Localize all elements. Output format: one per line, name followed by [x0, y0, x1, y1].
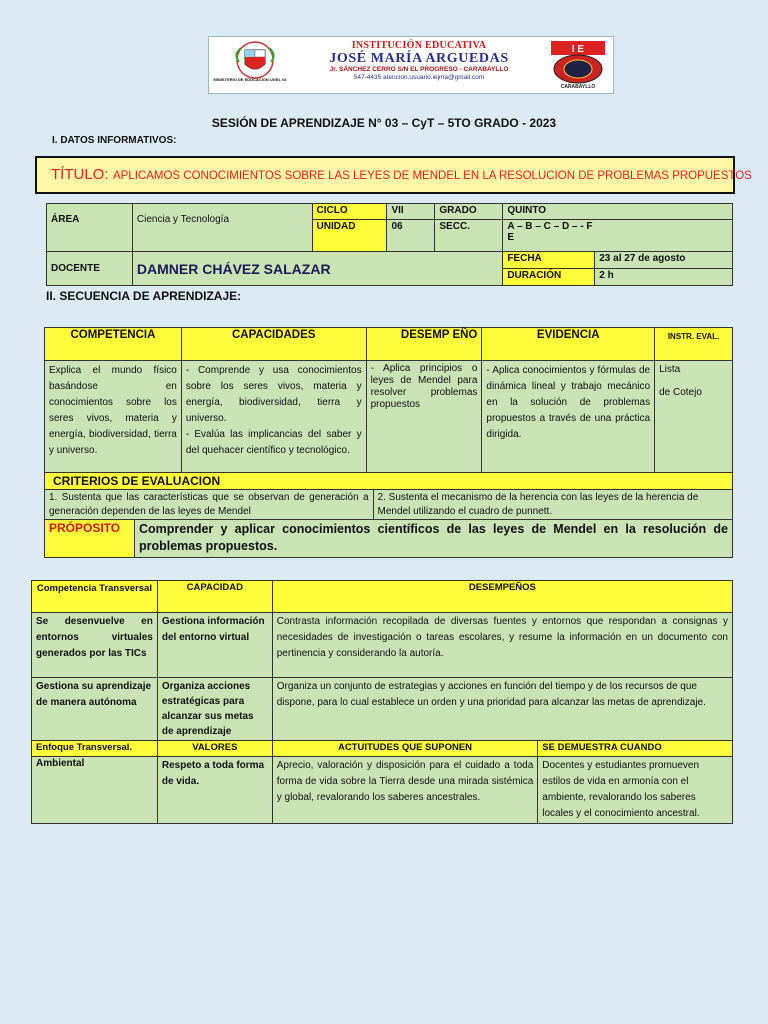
transversal-des-1: Contrasta información recopilada de diversas fuentes y entornos que respondan a consignas y necesidades de investigación o tareas escolares, y resume la información en un documento con pertinencia y considerando la autoría.: [272, 613, 732, 678]
header-capacidad: CAPACIDAD: [157, 581, 272, 613]
docente-value: DAMNER CHÁVEZ SALAZAR: [132, 252, 502, 286]
institution-type: INSTITUCIÓN EDUCATIVA: [351, 40, 487, 51]
secc-value-line1: A – B – C – D – - F: [507, 221, 593, 232]
criterio-1: 1. Sustenta que las características que se observan de generación a generación dependen de las leyes de Mendel: [45, 490, 374, 521]
ciclo-label: CICLO: [312, 204, 387, 220]
actitudes-value: Aprecio, valoración y disposición para el cuidado a toda forma de vida sobre la Tierra desde una mirada sistémica y global, revalorando los saberes ancestrales.: [272, 757, 538, 824]
secc-value: [503, 220, 733, 252]
proposito-label: PRÓPOSITO: [45, 520, 135, 558]
valores-value: Respeto a toda forma de vida.: [157, 757, 272, 824]
titulo-label: TÍTULO:: [51, 166, 109, 183]
area-label: ÁREA: [47, 204, 133, 252]
crest-initials: I E: [571, 44, 585, 55]
transversal-table: [31, 580, 733, 824]
competencia-text: Explica el mundo físico basándose en conocimientos sobre los seres vivos, materia y energía, biodiversidad, tierra y universo.: [45, 361, 182, 473]
criterios-label: CRITERIOS DE EVALUACION: [45, 473, 733, 490]
header-capacidades: CAPACIDADES: [181, 328, 366, 361]
secc-label: SECC.: [435, 220, 503, 252]
transversal-cap-1: Gestiona información del entorno virtual: [157, 613, 272, 678]
secuencia-table: [44, 327, 733, 473]
transversal-cap-2: Organiza acciones estratégicas para alcanzar sus metas de aprendizaje: [157, 678, 272, 741]
grado-label: GRADO: [435, 204, 503, 220]
demuestra-value: Docentes y estudiantes promueven estilos de vida en armonía con el ambiente, revalorando los saberes locales y el conocimiento ancestral.: [538, 757, 733, 824]
titulo-box: [35, 156, 752, 194]
session-title: SESIÓN DE APRENDIZAJE N° 03 – CyT – 5TO GRADO - 2023: [211, 116, 557, 130]
desempeno-text: - Aplica principios o leyes de Mendel para resolver problemas propuestos: [366, 361, 482, 473]
header-demuestra: SE DEMUESTRA CUANDO: [538, 741, 733, 757]
institution-name: JOSÉ MARÍA ARGUEDAS: [329, 51, 509, 66]
proposito-table: [44, 519, 733, 558]
fecha-value: 23 al 27 de agosto: [595, 252, 733, 269]
transversal-des-2: Organiza un conjunto de estrategias y acciones en función del tiempo y de los recursos de que dispone, para lo cual establece un orden y una prioridad para alcanzar las metas de aprendizaje.: [272, 678, 732, 741]
header-valores: VALORES: [157, 741, 272, 757]
peru-shield-logo: [215, 40, 295, 90]
header-actitudes: ACTUITUDES QUE SUPONEN: [272, 741, 538, 757]
criterios-table: [44, 472, 733, 521]
capacidad-1: - Comprende y usa conocimientos sobre los seres vivos, materia y energía, biodiversidad, tierra y universo.: [185, 365, 362, 424]
secc-value-line2: E: [507, 232, 514, 243]
duracion-label: DURACIÓN: [503, 269, 595, 286]
evidencia-text: - Aplica conocimientos y fórmulas de dinámica lineal y trabajo mecánico en la solución de problemas propuestos a través de una práctica dirigida.: [482, 361, 655, 473]
titulo-text: APLICAMOS CONOCIMIENTOS SOBRE LAS LEYES DE MENDEL EN LA RESOLUCION DE PROBLEMAS PROPUESTOS: [112, 170, 752, 182]
criterio-2: 2. Sustenta el mecanismo de la herencia con las leyes de la herencia de Mendel utilizando el cuadro de punnett.: [373, 490, 732, 521]
ciclo-value: VII: [387, 204, 435, 220]
proposito-text: Comprender y aplicar conocimientos científicos de las leyes de Mendel en la resolución de problemas propuestos.: [134, 520, 732, 558]
institution-header: [293, 40, 545, 81]
transversal-comp-2: Gestiona su aprendizaje de manera autónoma: [32, 678, 158, 741]
capacidades-cell: [181, 361, 366, 473]
header-desempenos: DESEMPEÑOS: [272, 581, 732, 613]
fecha-label: FECHA: [503, 252, 595, 269]
institution-contact: 547-4435 atencion.usuario.iejma@gmail.com: [353, 74, 485, 81]
instr-cell: [655, 361, 733, 473]
info-table: [46, 203, 733, 286]
school-crest-logo: [547, 39, 609, 91]
institution-address: Jr. SÁNCHEZ CERRO S/N EL PROGRESO - CARABAYLLO: [329, 66, 509, 73]
crest-caption: CARABAYLLO: [560, 84, 596, 90]
docente-label: DOCENTE: [47, 252, 133, 286]
header-evidencia: EVIDENCIA: [482, 328, 655, 361]
transversal-comp-1: Se desenvuelve en entornos virtuales generados por las TICs: [32, 613, 158, 678]
ministry-caption: MINISTERIO DE EDUCACIÓN UGEL 04: [213, 77, 287, 82]
capacidad-2: - Evalúa las implicancias del saber y del quehacer científico y tecnológico.: [185, 429, 362, 456]
header-instr-eval: INSTR. EVAL.: [655, 328, 733, 361]
enfoque-value: Ambiental: [32, 757, 158, 824]
header-competencia-transversal: Competencia Transversal: [32, 581, 158, 613]
unidad-value: 06: [387, 220, 435, 252]
unidad-label: UNIDAD: [312, 220, 387, 252]
header-enfoque: Enfoque Transversal.: [32, 741, 158, 757]
instr-line1: Lista: [659, 364, 681, 375]
school-banner: [208, 36, 614, 94]
header-competencia: COMPETENCIA: [45, 328, 182, 361]
instr-line2: de Cotejo: [659, 387, 702, 398]
duracion-value: 2 h: [595, 269, 733, 286]
section-secuencia: II. SECUENCIA DE APRENDIZAJE:: [46, 289, 242, 303]
grado-value: QUINTO: [503, 204, 733, 220]
header-desempeno: DESEMP EÑO: [366, 328, 482, 361]
section-datos-informativos: I. DATOS INFORMATIVOS:: [52, 135, 177, 146]
area-value: Ciencia y Tecnología: [132, 204, 312, 252]
